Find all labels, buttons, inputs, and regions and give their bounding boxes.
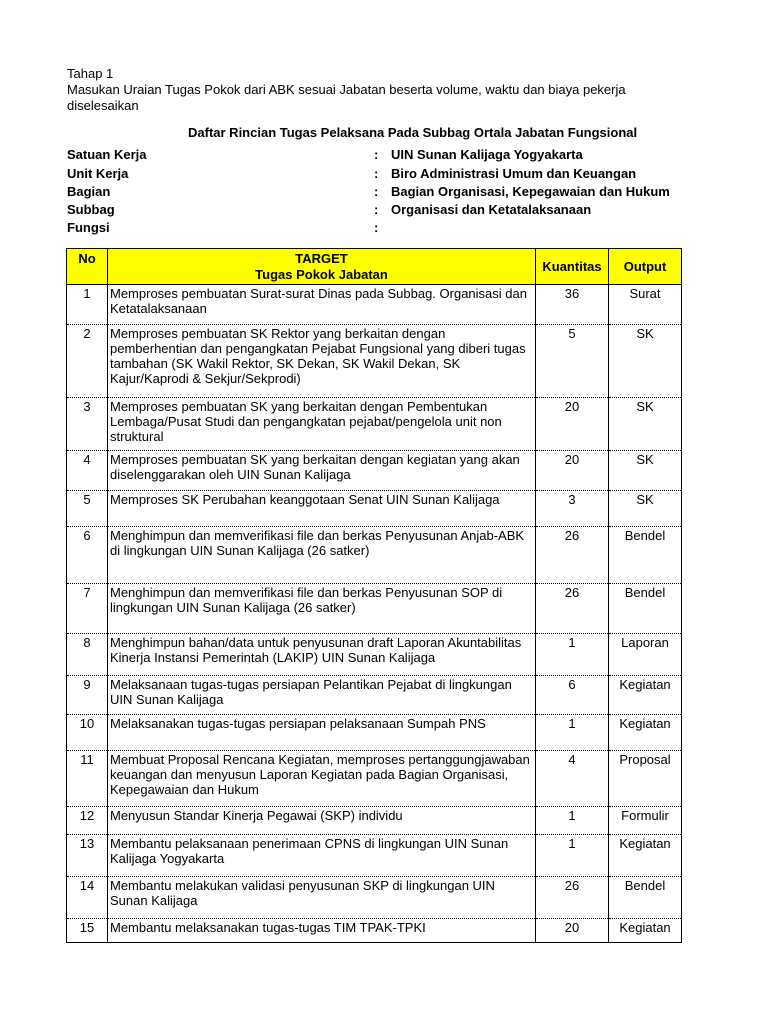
- row-task: Melaksanakan tugas-tugas persiapan pelaksanaan Sumpah PNS: [108, 715, 536, 751]
- row-number: 4: [67, 451, 108, 491]
- meta-value: Biro Administrasi Umum dan Keuangan: [391, 166, 637, 181]
- meta-value: Bagian Organisasi, Kepegawaian dan Hukum: [391, 184, 670, 199]
- row-quantity: 26: [536, 877, 609, 919]
- row-number: 5: [67, 491, 108, 527]
- row-number: 10: [67, 715, 108, 751]
- task-table: [66, 248, 682, 943]
- table-row: [67, 634, 682, 676]
- table-row: [67, 451, 682, 491]
- row-task: Menghimpun dan memverifikasi file dan berkas Penyusunan Anjab-ABK di lingkungan UIN Sunan Kalijaga (26 satker): [108, 527, 536, 584]
- row-output: Kegiatan: [609, 835, 682, 877]
- row-task: Menghimpun bahan/data untuk penyusunan draft Laporan Akuntabilitas Kinerja Instansi Pemerintah (LAKIP) UIN Sunan Kalijaga: [108, 634, 536, 676]
- table-row: [67, 676, 682, 715]
- header-output: Output: [609, 249, 682, 285]
- table-row: [67, 398, 682, 451]
- meta-colon: :: [374, 166, 379, 181]
- row-task: Membantu melakukan validasi penyusunan SKP di lingkungan UIN Sunan Kalijaga: [108, 877, 536, 919]
- row-task: Memproses pembuatan Surat-surat Dinas pada Subbag. Organisasi dan Ketatalaksanaan: [108, 285, 536, 325]
- row-number: 2: [67, 325, 108, 398]
- meta-value: UIN Sunan Kalijaga Yogyakarta: [391, 147, 583, 162]
- row-number: 9: [67, 676, 108, 715]
- meta-label: Subbag: [67, 202, 115, 217]
- row-task: Menyusun Standar Kinerja Pegawai (SKP) individu: [108, 807, 536, 835]
- row-output: Kegiatan: [609, 919, 682, 943]
- header-target: TARGET: [295, 250, 348, 266]
- row-output: SK: [609, 325, 682, 398]
- row-number: 8: [67, 634, 108, 676]
- table-row: [67, 919, 682, 943]
- table-row: [67, 835, 682, 877]
- meta-label: Unit Kerja: [67, 166, 129, 181]
- document-title: Daftar Rincian Tugas Pelaksana Pada Subbag Ortala Jabatan Fungsional: [188, 125, 638, 140]
- meta-colon: :: [374, 147, 379, 162]
- intro-block: [67, 66, 717, 114]
- row-number: 11: [67, 751, 108, 807]
- row-quantity: 20: [536, 919, 609, 943]
- row-output: Bendel: [609, 877, 682, 919]
- instruction-line-1: Masukan Uraian Tugas Pokok dari ABK sesuai Jabatan beserta volume, waktu dan biaya pekerja: [67, 82, 626, 97]
- meta-label: Satuan Kerja: [67, 147, 147, 162]
- meta-colon: :: [374, 220, 379, 235]
- row-number: 6: [67, 527, 108, 584]
- row-output: Bendel: [609, 584, 682, 634]
- row-quantity: 4: [536, 751, 609, 807]
- header-no: No: [67, 249, 108, 285]
- row-output: SK: [609, 491, 682, 527]
- row-output: SK: [609, 451, 682, 491]
- meta-value: Organisasi dan Ketatalaksanaan: [391, 202, 592, 217]
- table-header-row: [67, 249, 682, 285]
- row-number: 1: [67, 285, 108, 325]
- row-number: 12: [67, 807, 108, 835]
- row-quantity: 36: [536, 285, 609, 325]
- table-row: [67, 877, 682, 919]
- header-task-label: Tugas Pokok Jabatan: [255, 266, 388, 282]
- table-row: [67, 584, 682, 634]
- meta-row-bagian: [67, 184, 707, 202]
- table-row: [67, 807, 682, 835]
- row-quantity: 20: [536, 451, 609, 491]
- row-quantity: 1: [536, 634, 609, 676]
- row-quantity: 26: [536, 584, 609, 634]
- row-quantity: 1: [536, 807, 609, 835]
- header-task: [108, 249, 536, 285]
- row-task: Membantu melaksanakan tugas-tugas TIM TPAK-TPKI: [108, 919, 536, 943]
- row-quantity: 5: [536, 325, 609, 398]
- row-quantity: 6: [536, 676, 609, 715]
- row-output: Kegiatan: [609, 676, 682, 715]
- row-task: Membuat Proposal Rencana Kegiatan, memproses pertanggungjawaban keuangan dan menyusun Laporan Kegiatan pada Bagian Organisasi, Kepegawaian dan Hukum: [108, 751, 536, 807]
- row-number: 7: [67, 584, 108, 634]
- row-output: Laporan: [609, 634, 682, 676]
- row-task: Melaksanaan tugas-tugas persiapan Pelantikan Pejabat di lingkungan UIN Sunan Kalijaga: [108, 676, 536, 715]
- task-table-wrapper: [66, 248, 681, 943]
- table-row: [67, 491, 682, 527]
- row-quantity: 26: [536, 527, 609, 584]
- table-row: [67, 285, 682, 325]
- row-task: Memproses pembuatan SK yang berkaitan dengan Pembentukan Lembaga/Pusat Studi dan pengangkatan pejabat/pengelola unit non struktural: [108, 398, 536, 451]
- instruction-line-2: diselesaikan: [67, 98, 139, 113]
- meta-label: Bagian: [67, 184, 111, 199]
- row-number: 13: [67, 835, 108, 877]
- row-number: 15: [67, 919, 108, 943]
- table-row: [67, 715, 682, 751]
- meta-row-fungsi: [67, 220, 707, 238]
- row-quantity: 3: [536, 491, 609, 527]
- row-task: Memproses pembuatan SK Rektor yang berkaitan dengan pemberhentian dan pengangkatan Pejabat Fungsional yang diberi tugas tambahan (SK Wakil Rektor, SK Dekan, SK Wakil Dekan, SK Kajur/Kaprodi & Sekjur/Sekprodi): [108, 325, 536, 398]
- row-output: SK: [609, 398, 682, 451]
- row-output: Surat: [609, 285, 682, 325]
- meta-colon: :: [374, 202, 379, 217]
- row-output: Proposal: [609, 751, 682, 807]
- row-output: Bendel: [609, 527, 682, 584]
- row-task: Memproses pembuatan SK yang berkaitan dengan kegiatan yang akan diselenggarakan oleh UIN Sunan Kalijaga: [108, 451, 536, 491]
- table-row: [67, 527, 682, 584]
- row-output: Kegiatan: [609, 715, 682, 751]
- row-output: Formulir: [609, 807, 682, 835]
- meta-label: Fungsi: [67, 220, 110, 235]
- row-quantity: 1: [536, 715, 609, 751]
- row-quantity: 1: [536, 835, 609, 877]
- table-row: [67, 751, 682, 807]
- row-task: Menghimpun dan memverifikasi file dan berkas Penyusunan SOP di lingkungan UIN Sunan Kalijaga (26 satker): [108, 584, 536, 634]
- header-quantity: Kuantitas: [536, 249, 609, 285]
- row-number: 14: [67, 877, 108, 919]
- table-row: [67, 325, 682, 398]
- meta-colon: :: [374, 184, 379, 199]
- row-quantity: 20: [536, 398, 609, 451]
- row-task: Membantu pelaksanaan penerimaan CPNS di lingkungan UIN Sunan Kalijaga Yogyakarta: [108, 835, 536, 877]
- meta-row-satuan-kerja: [67, 147, 707, 165]
- row-task: Memproses SK Perubahan keanggotaan Senat UIN Sunan Kalijaga: [108, 491, 536, 527]
- stage-label: Tahap 1: [67, 66, 114, 81]
- meta-row-subbag: [67, 202, 707, 220]
- row-number: 3: [67, 398, 108, 451]
- meta-row-unit-kerja: [67, 166, 707, 184]
